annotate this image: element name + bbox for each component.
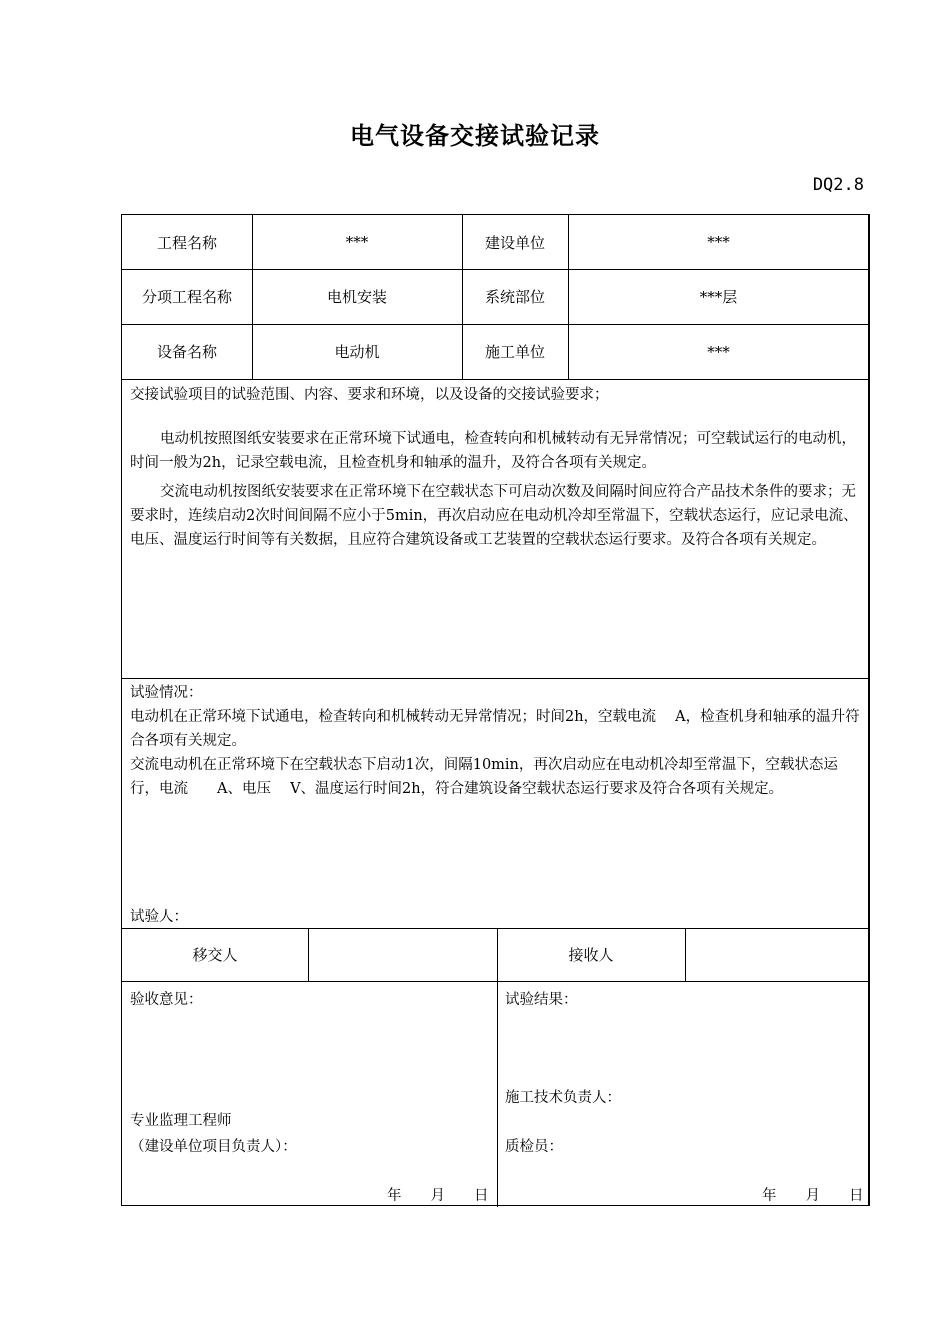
results-heading: 试验情况： [130,685,203,701]
test-result-label: 试验结果： [505,992,578,1008]
system-value: ***层 [699,288,738,306]
builder-value: *** [707,233,730,251]
requirements-paragraph: 电动机按照图纸安装要求在正常环境下试通电，检查转向和机械转动有无异常情况；可空载试运行的电动机，时间一般为2h，记录空载电流，且检查机身和轴承的温升，及符合各项有关规定。 [130,431,856,471]
results-paragraph: 电动机在正常环境下试通电，检查转向和机械转动无异常情况；时间2h，空载电流 A，检查机身和轴承的温升符合各项有关规定。 [130,709,860,749]
transferor-value [308,928,497,981]
receiver-label: 接收人 [568,946,614,964]
project-name-value: *** [345,233,369,251]
supervisor-label: 专业监理工程师 [130,1113,232,1129]
contractor-label: 施工单位 [484,343,545,361]
equipment-value: 电动机 [334,343,380,361]
inspector-label: 质检员： [505,1139,563,1155]
builder-label: 建设单位 [484,233,545,252]
supervisor-sub-label: （建设单位项目负责人）： [130,1139,297,1155]
results-paragraph: 交流电动机在正常环境下在空载状态下启动1次，间隔10min，再次启动应在电动机冷却至常温下，空载状态运行，电流 A、电压 V、温度运行时间2h，符合建筑设备空载状态运行要求及符合各项有关规定。 [130,757,838,797]
contractor-value: *** [707,342,730,361]
equipment-label: 设备名称 [156,343,217,361]
record-form [121,214,870,1206]
row-divider [122,678,868,679]
requirements-section [130,383,863,552]
transferor-label: 移交人 [192,946,238,964]
page-title: 电气设备交接试验记录 [350,122,600,150]
receiver-value [685,928,869,981]
project-name-label: 工程名称 [156,233,217,252]
row-divider [122,379,868,380]
requirements-paragraph: 交流电动机按图纸安装要求在正常环境下在空载状态下可启动次数及间隔时间应符合产品技术条件的要求；无要求时，连续启动2次时间间隔不应小于5min，再次启动应在电动机冷却至常温下，空载状态运行，应记录电流、电压、温度运行时间等有关数据，且应符合建筑设备或工艺装置的空载状态运行要求。及符合各项有关规定。 [130,484,858,548]
tech-lead-label: 施工技术负责人： [505,1090,621,1106]
subproject-label: 分项工程名称 [141,288,232,306]
system-label: 系统部位 [484,288,545,306]
date-left: 年 月 日 [387,1188,489,1204]
acceptance-opinion-label: 验收意见： [130,992,203,1008]
tester-label: 试验人： [130,909,188,925]
subproject-value: 电机安装 [326,288,387,306]
requirements-heading: 交接试验项目的试验范围、内容、要求和环境，以及设备的交接试验要求； [130,387,609,403]
row-divider [122,981,868,982]
document-code: DQ2.8 [812,175,864,195]
date-right: 年 月 日 [762,1188,864,1204]
results-section [130,681,863,801]
